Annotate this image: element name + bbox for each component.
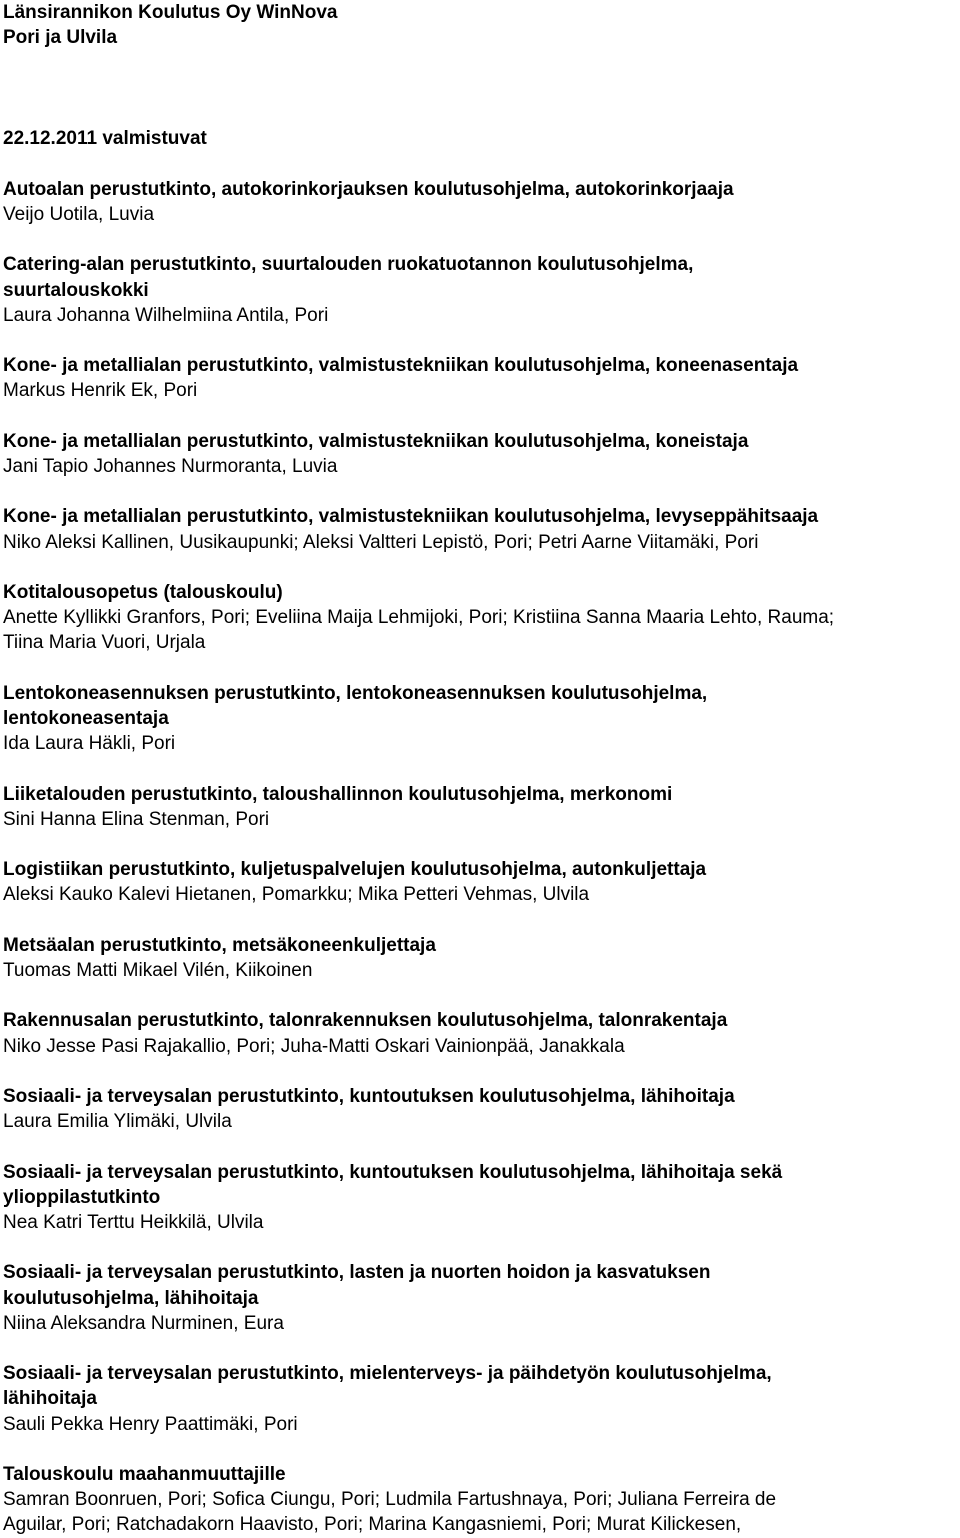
degree-section [3,1160,958,1236]
degree-title: lentokoneasentaja [3,707,169,729]
graduate-names: Sini Hanna Elina Stenman, Pori [3,808,270,830]
graduate-names: Aleksi Kauko Kalevi Hietanen, Pomarkku; Mika Petteri Vehmas, Ulvila [3,884,590,906]
graduate-names: Jani Tapio Johannes Nurmoranta, Luvia [3,455,338,477]
degree-title: Sosiaali- ja terveysalan perustutkinto, lasten ja nuorten hoidon ja kasvatuksen [3,1262,711,1284]
graduate-names: Laura Emilia Ylimäki, Ulvila [3,1111,232,1133]
degree-section [3,782,958,832]
degree-title: Kone- ja metallialan perustutkinto, valmistustekniikan koulutusohjelma, levyseppähitsaaja [3,506,819,528]
degree-section [3,252,958,328]
degree-title: koulutusohjelma, lähihoitaja [3,1287,259,1309]
graduate-names: Sauli Pekka Henry Paattimäki, Pori [3,1413,298,1435]
degree-section [3,681,958,757]
graduate-names: Tiina Maria Vuori, Urjala [3,632,206,654]
date-heading-block [3,126,958,151]
degree-section [3,1084,958,1134]
graduate-names: Niko Jesse Pasi Rajakallio, Pori; Juha-Matti Oskari Vainionpää, Janakkala [3,1035,625,1057]
graduate-names: Laura Johanna Wilhelmiina Antila, Pori [3,304,329,326]
degree-section [3,580,958,656]
degree-title: Metsäalan perustutkinto, metsäkoneenkuljettaja [3,934,436,956]
degree-title: Kone- ja metallialan perustutkinto, valmistustekniikan koulutusohjelma, koneistaja [3,430,749,452]
degree-section [3,933,958,983]
degree-title: ylioppilastutkinto [3,1186,161,1208]
graduate-names: Markus Henrik Ek, Pori [3,380,198,402]
degree-title: Sosiaali- ja terveysalan perustutkinto, mielenterveys- ja päihdetyön koulutusohjelma, [3,1363,772,1385]
graduate-sections [3,177,958,1538]
graduate-names: Veijo Uotila, Luvia [3,204,155,225]
degree-title: Autoalan perustutkinto, autokorinkorjauksen koulutusohjelma, autokorinkorjaaja [3,178,734,200]
degree-title: Liiketalouden perustutkinto, taloushallinnon koulutusohjelma, merkonomi [3,783,673,805]
organization-name: Länsirannikon Koulutus Oy WinNova [3,2,338,23]
graduate-names: Nea Katri Terttu Heikkilä, Ulvila [3,1211,264,1233]
degree-title: Talouskoulu maahanmuuttajille [3,1463,286,1485]
graduate-names: Niina Aleksandra Nurminen, Eura [3,1312,284,1334]
degree-title: lähihoitaja [3,1388,97,1410]
degree-title: Lentokoneasennuksen perustutkinto, lentokoneasennuksen koulutusohjelma, [3,682,708,704]
degree-title: suurtalouskokki [3,279,149,301]
degree-section [3,1008,958,1058]
degree-section [3,1361,958,1437]
degree-title: Catering-alan perustutkinto, suurtalouden ruokatuotannon koulutusohjelma, [3,254,694,276]
degree-title: Rakennusalan perustutkinto, talonrakennuksen koulutusohjelma, talonrakentaja [3,1010,728,1032]
degree-title: Kotitalousopetus (talouskoulu) [3,581,283,603]
degree-title: Logistiikan perustutkinto, kuljetuspalvelujen koulutusohjelma, autonkuljettaja [3,859,707,881]
graduate-names: Samran Boonruen, Pori; Sofica Ciungu, Pori; Ludmila Fartushnaya, Pori; Juliana Ferreira de [3,1489,777,1511]
degree-section [3,1260,958,1336]
degree-title: Sosiaali- ja terveysalan perustutkinto, kuntoutuksen koulutusohjelma, lähihoitaja [3,1085,735,1107]
degree-section [3,1462,958,1538]
document-header [3,0,958,50]
graduate-names: Aguilar, Pori; Ratchadakorn Haavisto, Pori; Marina Kangasniemi, Pori; Murat Kilickesen, [3,1514,742,1536]
degree-section [3,429,958,479]
date-heading: 22.12.2011 valmistuvat [3,128,207,150]
degree-section [3,177,958,227]
degree-section [3,504,958,554]
degree-section [3,353,958,403]
degree-section [3,857,958,907]
degree-title: Kone- ja metallialan perustutkinto, valmistustekniikan koulutusohjelma, koneenasentaja [3,355,799,377]
document-page [3,0,958,1538]
graduate-names: Ida Laura Häkli, Pori [3,733,176,755]
degree-title: Sosiaali- ja terveysalan perustutkinto, kuntoutuksen koulutusohjelma, lähihoitaja sekä [3,1161,783,1183]
graduate-names: Niko Aleksi Kallinen, Uusikaupunki; Aleksi Valtteri Lepistö, Pori; Petri Aarne Viitamäki, Pori [3,531,759,553]
organization-location: Pori ja Ulvila [3,27,118,49]
graduate-names: Tuomas Matti Mikael Vilén, Kiikoinen [3,959,313,981]
graduate-names: Anette Kyllikki Granfors, Pori; Eveliina Maija Lehmijoki, Pori; Kristiina Sanna Maaria Lehto, Rauma; [3,607,835,629]
